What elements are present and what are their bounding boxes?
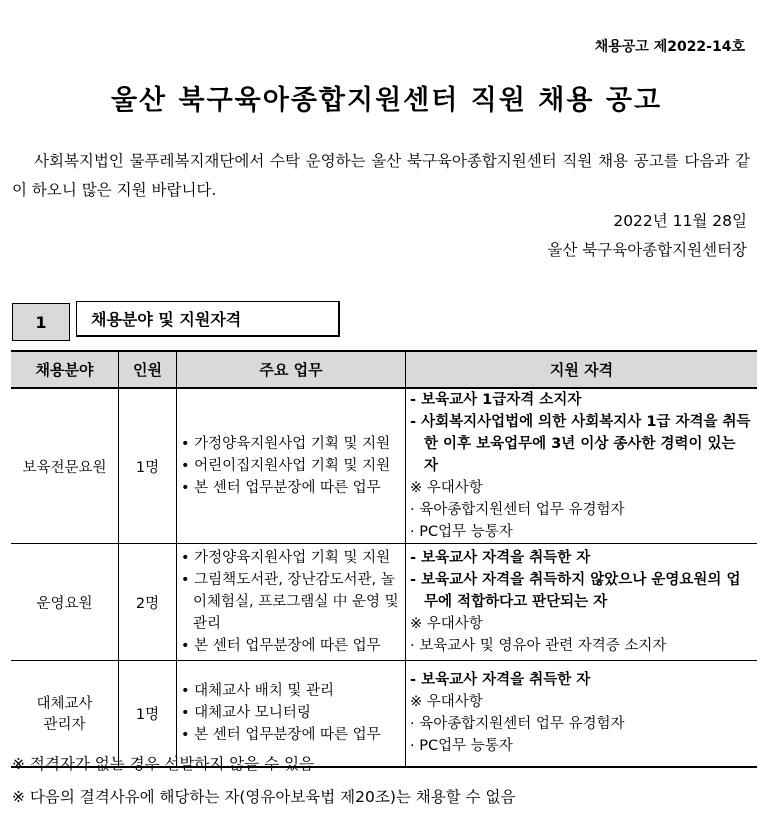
qualifications-cell <box>406 661 758 767</box>
duty-item: • 가정양육지원사업 기획 및 지원 <box>181 433 401 455</box>
count-cell: 1명 <box>119 661 177 767</box>
header-duties: 주요 업무 <box>177 351 406 388</box>
duty-item: • 그림책도서관, 장난감도서관, 놀이체험실, 프로그램실 中 운영 및 관리 <box>181 569 401 635</box>
notice-number: 채용공고 제2022-14호 <box>594 39 745 55</box>
preference-heading: ※ 우대사항 <box>410 691 753 713</box>
field-label-line2: 관리자 <box>43 717 86 734</box>
page-title: 울산 북구육아종합지원센터 직원 채용 공고 <box>110 85 663 116</box>
duty-item: • 본 센터 업무분장에 따른 업무 <box>181 724 401 746</box>
count-cell: 2명 <box>119 544 177 661</box>
section-number-badge: 1 <box>12 303 70 341</box>
table-header-row <box>11 351 757 388</box>
qualifications-cell <box>406 544 758 661</box>
requirement-item: - 보육교사 자격을 취득한 자 <box>410 547 753 569</box>
field-cell <box>11 661 119 767</box>
preference-item: · PC업무 능통자 <box>410 521 753 543</box>
table-row <box>11 544 757 661</box>
duty-item: • 가정양육지원사업 기획 및 지원 <box>181 547 401 569</box>
recruitment-table <box>11 350 757 768</box>
duties-cell <box>177 388 406 544</box>
duty-item: • 대체교사 모니터링 <box>181 702 401 724</box>
requirement-item: - 사회복지사업법에 의한 사회복지사 1급 자격을 취득한 이후 보육업무에 3년 이상 종사한 경력이 있는 자 <box>410 411 753 477</box>
table-row <box>11 661 757 767</box>
duty-item: • 본 센터 업무분장에 따른 업무 <box>181 635 401 657</box>
qualifications-cell <box>406 388 758 544</box>
announcement-date: 2022년 11월 28일 <box>613 212 747 230</box>
field-label-line1: 대체교사 <box>36 696 93 713</box>
header-field: 채용분야 <box>11 351 119 388</box>
header-count: 인원 <box>119 351 177 388</box>
issuer-name: 울산 북구육아종합지원센터장 <box>547 241 747 259</box>
preference-item: · 보육교사 및 영유아 관련 자격증 소지자 <box>410 635 753 657</box>
duty-item: • 어린이집지원사업 기획 및 지원 <box>181 455 401 477</box>
preference-item: · PC업무 능통자 <box>410 735 753 757</box>
duty-item: • 대체교사 배치 및 관리 <box>181 680 401 702</box>
count-cell: 1명 <box>119 388 177 544</box>
duties-cell <box>177 661 406 767</box>
preference-heading: ※ 우대사항 <box>410 477 753 499</box>
preference-item: · 육아종합지원센터 업무 유경험자 <box>410 713 753 735</box>
requirement-item: - 보육교사 자격을 취득하지 않았으나 운영요원의 업무에 적합하다고 판단되는 자 <box>410 569 753 613</box>
requirement-item: - 보육교사 1급자격 소지자 <box>410 389 753 411</box>
field-cell: 보육전문요원 <box>11 388 119 544</box>
header-qualifications: 지원 자격 <box>406 351 758 388</box>
intro-paragraph: 사회복지법인 물푸레복지재단에서 수탁 운영하는 울산 북구육아종합지원센터 직원 채용 공고를 다음과 같이 하오니 많은 지원 바랍니다. <box>12 152 750 199</box>
duty-item: • 본 센터 업무분장에 따른 업무 <box>181 477 401 499</box>
field-cell: 운영요원 <box>11 544 119 661</box>
table-row <box>11 388 757 544</box>
footnote: ※ 적격자가 없는 경우 선발하지 않을 수 있음 <box>12 752 314 774</box>
preference-item: · 육아종합지원센터 업무 유경험자 <box>410 499 753 521</box>
section-title: 채용분야 및 지원자격 <box>76 301 340 337</box>
footnote: ※ 다음의 결격사유에 해당하는 자(영유아보육법 제20조)는 채용할 수 없음 <box>12 785 515 807</box>
requirement-item: - 보육교사 자격을 취득한 자 <box>410 669 753 691</box>
preference-heading: ※ 우대사항 <box>410 613 753 635</box>
duties-cell <box>177 544 406 661</box>
